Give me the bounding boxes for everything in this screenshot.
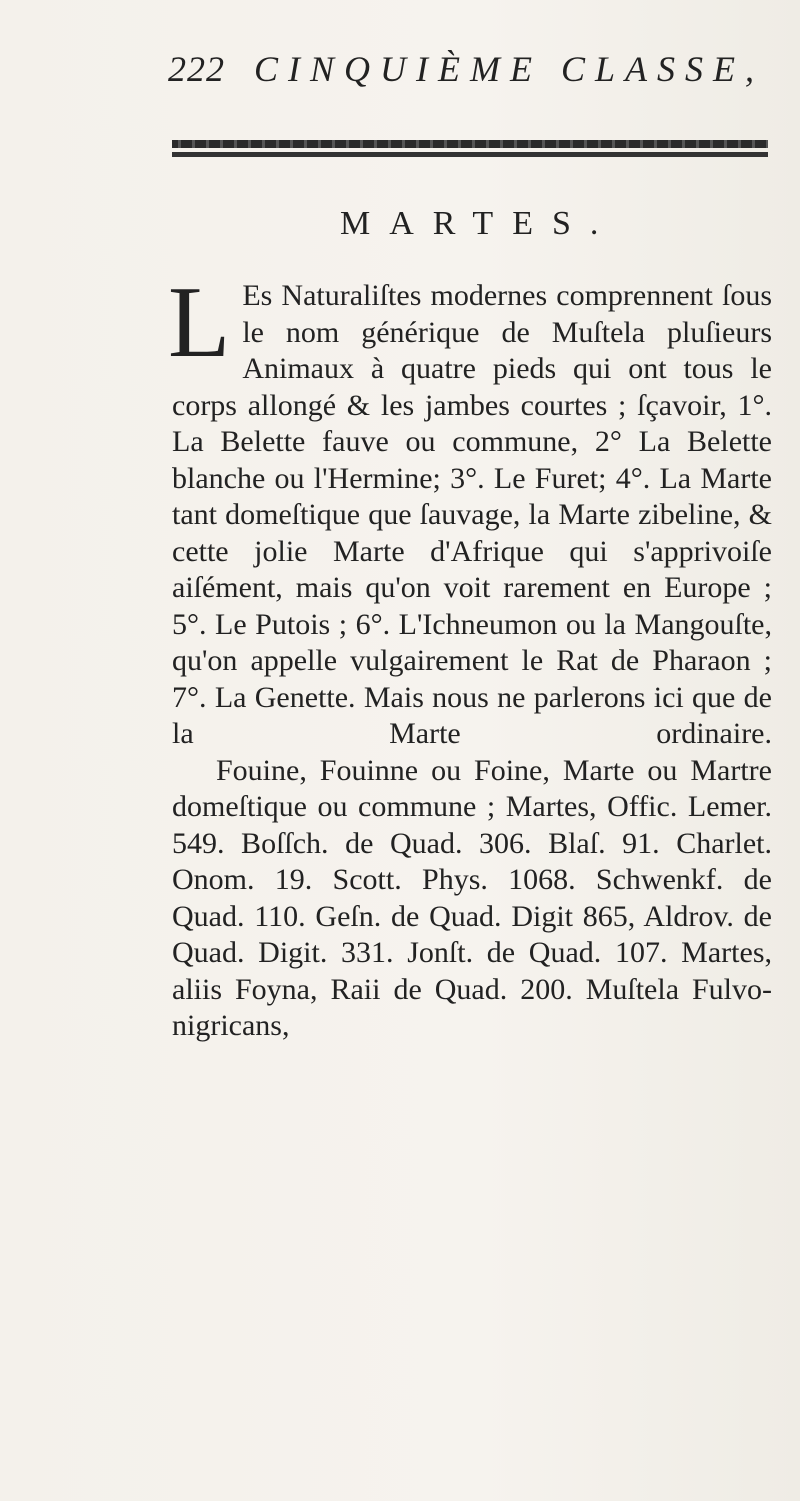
body-text xyxy=(168,266,772,1045)
paragraph-2-text: Fouine, Fouinne ou Foine, Marte ou Martre domeſtique ou commune ; Martes, Offic. Lemer. 549. Boſſch. de Quad. 306. Blaſ. 91. Charlet. Onom. 19. Scott. Phys. 1068. Schwenkf. de Quad. 110. Geſn. de Quad. Digit 865, Aldrov. de Quad. Digit. 331. Jonſt. de Quad. 107. Martes, aliis Foyna, Raii de Quad. 200. Muſtela Fulvo-nigricans, xyxy=(172,753,772,1042)
header-rule xyxy=(172,152,768,157)
page-number: 222 xyxy=(168,49,225,89)
section-title: MARTES. xyxy=(340,205,618,242)
running-title: CINQUIÈME CLASSE, xyxy=(254,49,764,89)
paragraph-1-text: Es Naturaliſtes modernes comprennent ſous le nom générique de Muſtela pluſieurs Animaux à quatre pieds qui ont tous le corps allongé & les jambes courtes ; ſçavoir, 1°. La Belette fauve ou commune, 2° La Belette blanche ou l'Hermine; 3°. Le Furet; 4°. La Marte tant domeſtique que ſauvage, la Marte zibeline, & cette jolie Marte d'Afrique qui s'apprivoiſe aiſément, mais qu'on voit rarement en Europe ; 5°. Le Putois ; 6°. L'Ichneumon ou la Mangouſte, qu'on appelle vulgairement le Rat de Pharaon ; 7°. La Genette. Mais nous ne parlerons ici que de la Marte ordinaire. xyxy=(172,279,772,750)
page-header xyxy=(168,48,768,98)
ornamental-rule xyxy=(172,140,768,148)
drop-cap: L xyxy=(168,266,231,379)
paragraph-2 xyxy=(172,753,772,1045)
paragraph-1 xyxy=(168,266,772,753)
